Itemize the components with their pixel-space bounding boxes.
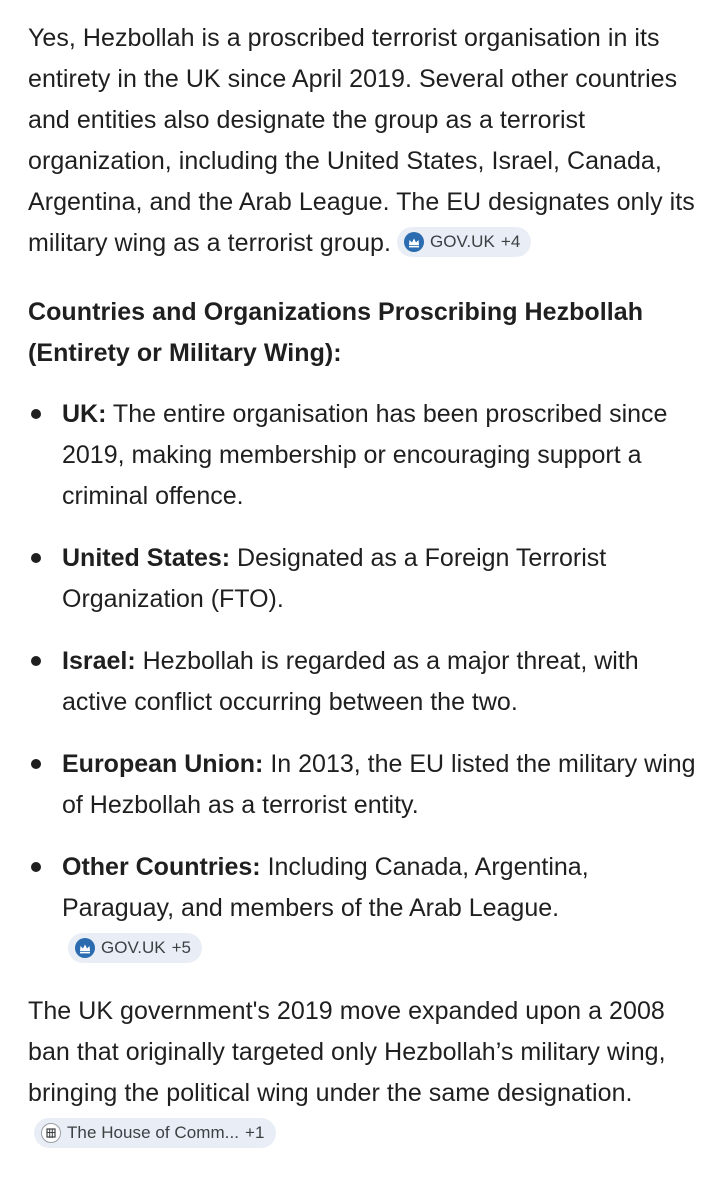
- chip-count: +1: [245, 1123, 265, 1142]
- portcullis-icon: [41, 1123, 61, 1143]
- list-item: [28, 394, 699, 517]
- list-item: [28, 641, 699, 723]
- chip-count: +4: [500, 232, 521, 251]
- list-item-text: In 2013, the EU listed the military wing of Hezbollah as a terrorist entity.: [62, 750, 696, 819]
- intro-paragraph: [28, 0, 699, 264]
- list-item-text: The entire organisation has been proscribed since 2019, making membership or encouraging support a criminal offence.: [62, 400, 668, 510]
- list-item-label: UK:: [62, 400, 107, 428]
- list-item: [28, 744, 699, 826]
- list-item-label: United States:: [62, 544, 231, 572]
- chip-source-label: GOV.UK: [101, 938, 166, 957]
- countries-list: [28, 394, 699, 970]
- list-item: [28, 538, 699, 620]
- crown-icon: [404, 232, 424, 252]
- intro-text: Yes, Hezbollah is a proscribed terrorist organisation in its entirety in the UK since April 2019. Several other countries and entities also designate the group as a terrorist organization, including the United States, Israel, Canada, Argentina, and the Arab League. The EU designates only its military wing as a terrorist group.: [28, 24, 695, 257]
- crown-icon: [75, 938, 95, 958]
- closing-text: The UK government's 2019 move expanded upon a 2008 ban that originally targeted only Hezbollah’s military wing, bringing the political wing under the same designation.: [28, 997, 666, 1107]
- closing-paragraph: [28, 991, 699, 1155]
- list-item-text: Including Canada, Argentina, Paraguay, and members of the Arab League.: [62, 853, 589, 922]
- bullet-icon: [31, 553, 41, 563]
- section-heading: Countries and Organizations Proscribing Hezbollah (Entirety or Military Wing):: [28, 298, 644, 367]
- bullet-icon: [31, 862, 41, 872]
- list-item-text: Designated as a Foreign Terrorist Organization (FTO).: [62, 544, 607, 613]
- bullet-icon: [31, 656, 41, 666]
- chip-source-label: The House of Comm...: [67, 1123, 240, 1142]
- list-item-label: European Union:: [62, 750, 264, 778]
- bullet-icon: [31, 409, 41, 419]
- list-item: [28, 847, 699, 970]
- source-chip-house-of-commons[interactable]: [34, 1118, 276, 1148]
- chip-count: +5: [171, 938, 191, 957]
- list-item-label: Israel:: [62, 647, 136, 675]
- bullet-icon: [31, 759, 41, 769]
- source-chip-govuk[interactable]: [397, 227, 531, 257]
- source-chip-govuk[interactable]: [68, 933, 202, 963]
- list-item-label: Other Countries:: [62, 853, 261, 881]
- list-item-text: Hezbollah is regarded as a major threat, with active conflict occurring between the two.: [62, 647, 639, 716]
- chip-source-label: GOV.UK: [429, 232, 495, 251]
